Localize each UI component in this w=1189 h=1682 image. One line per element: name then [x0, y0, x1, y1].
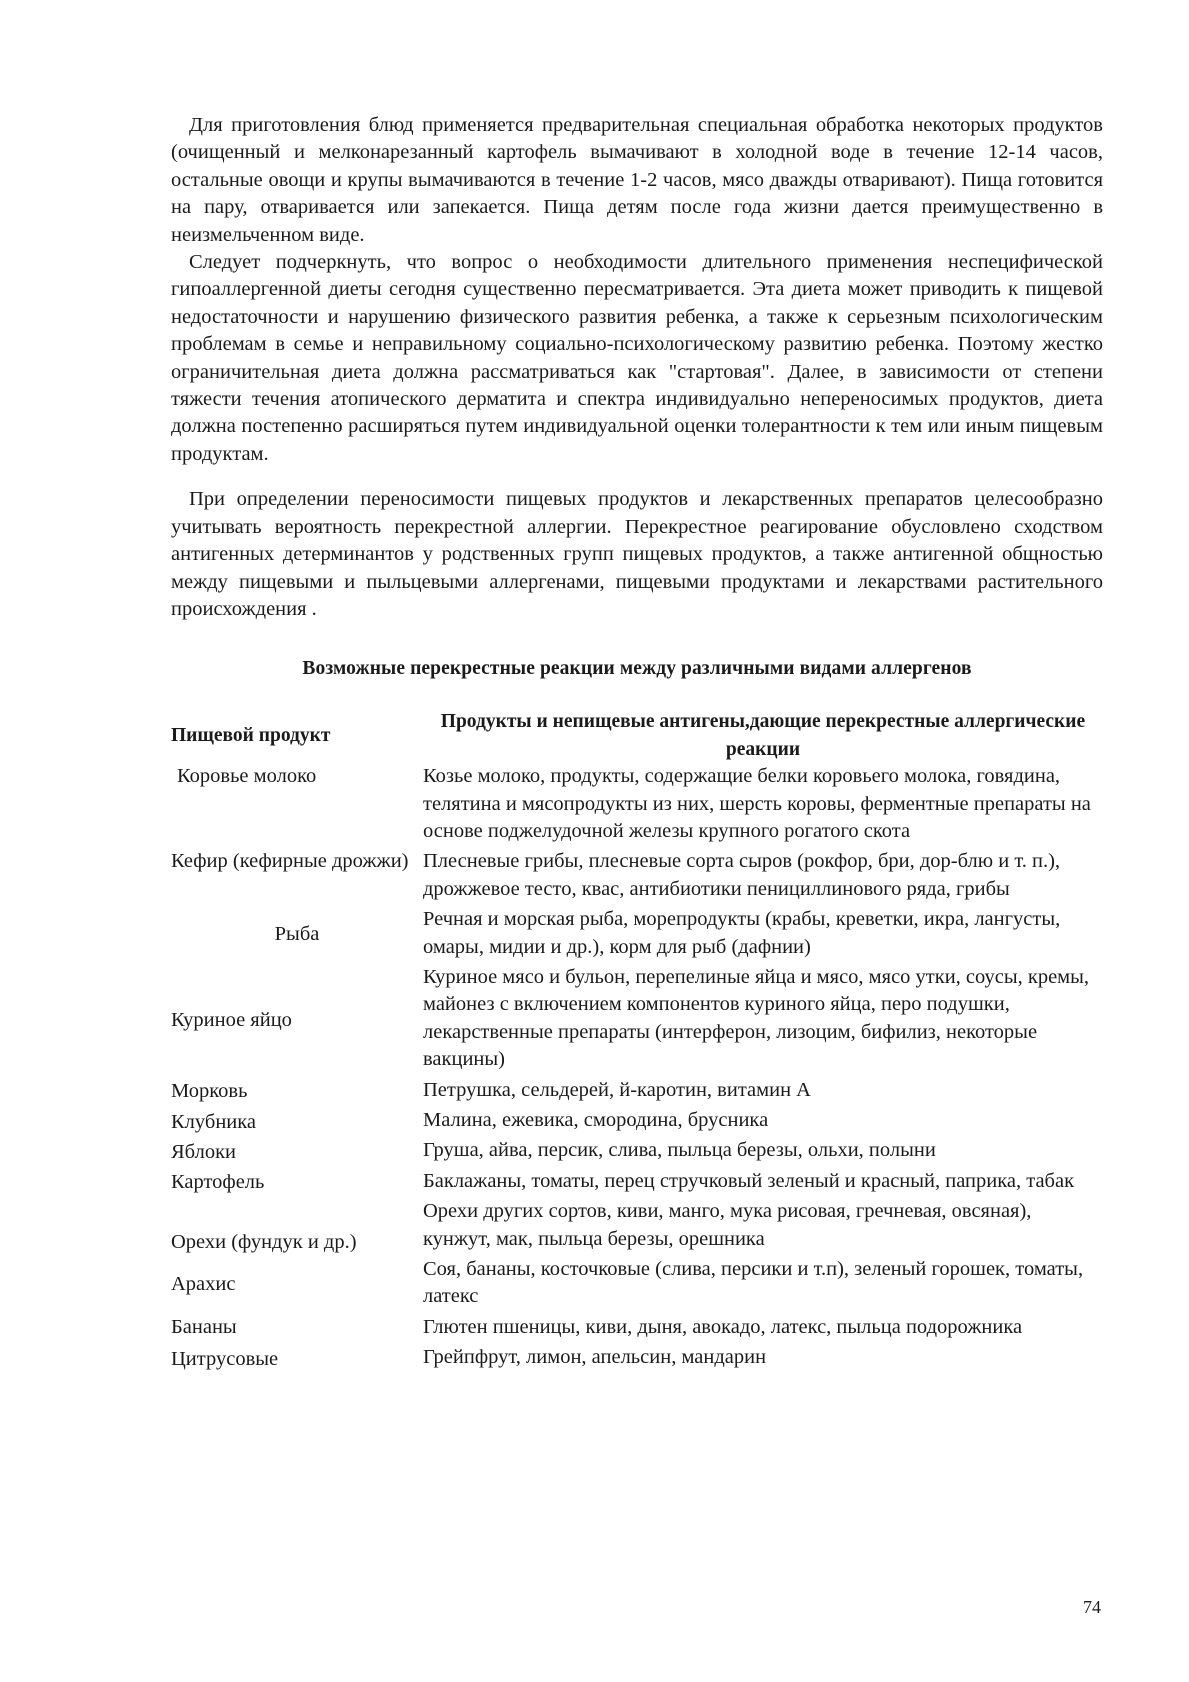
- food-cell: Морковь: [171, 1080, 248, 1103]
- table-caption: Возможные перекрестные реакции между различными видами аллергенов: [302, 658, 972, 680]
- reaction-cell: Малина, ежевика, смородина, брусника: [423, 1109, 769, 1131]
- page-content: [171, 112, 1103, 1375]
- page-number: 74: [1083, 1597, 1101, 1617]
- reaction-cell: Соя, бананы, косточковые (слива, персики и т.п), зеленый горошек, томаты, латекс: [423, 1258, 1084, 1308]
- table-row: [171, 1256, 1103, 1314]
- reaction-cell: Козье молоко, продукты, содержащие белки коровьего молока, говядина, телятина и мясопродукты из них, шерсть коровы, ферментные препараты на основе поджелудочной железы крупного рогатого скота: [423, 765, 1091, 842]
- table-row: [171, 1077, 1103, 1107]
- header-food-product: Пищевой продукт: [171, 725, 331, 747]
- reaction-cell: Баклажаны, томаты, перец стручковый зеленый и красный, паприка, табак: [423, 1169, 1075, 1192]
- table-header-row: [171, 708, 1103, 763]
- reaction-cell: Орехи других сортов, киви, манго, мука рисовая, гречневая, овсяная), кунжут, мак, пыльца березы, орешника: [423, 1200, 1032, 1250]
- food-cell: Кефир (кефирные дрожжи): [171, 850, 409, 873]
- food-cell: Клубника: [171, 1110, 257, 1133]
- food-cell: Картофель: [171, 1171, 265, 1194]
- table-row: [171, 964, 1103, 1077]
- reaction-cell: Глютен пшеницы, киви, дыня, авокадо, латекс, пыльца подорожника: [423, 1315, 1023, 1338]
- table-row: [171, 848, 1103, 906]
- paragraph-1: Для приготовления блюд применяется предварительная специальная обработка некоторых продуктов (очищенный и мелконарезанный картофель вымачивают в холодной воде в течение 12-14 часов, остальные овощи и крупы вымачиваются в течение 1-2 часов, мясо дважды отваривают). Пища готовится на пару, отваривается или запекается. Пища детям после года жизни дается преимущественно в неизмельченном виде.: [171, 114, 1103, 246]
- header-cross-antigens: Продукты и непищевые антигены,дающие перекрестные аллергические реакции: [440, 711, 1086, 760]
- food-cell: Куриное яйцо: [171, 1008, 292, 1031]
- reaction-cell: Грейпфрут, лимон, апельсин, мандарин: [423, 1346, 767, 1369]
- table-row: [171, 1198, 1103, 1256]
- table-row: [171, 763, 1103, 848]
- table-row: [171, 1107, 1103, 1137]
- food-cell: Яблоки: [171, 1140, 237, 1163]
- food-cell: Орехи (фундук и др.): [171, 1230, 357, 1253]
- paragraph-gap: [171, 468, 1103, 486]
- paragraph-2: Следует подчеркнуть, что вопрос о необходимости длительного применения неспецифической гипоаллергенной диеты сегодня существенно пересматривается. Эта диета может приводить к пищевой недостаточности и нарушению физического развития ребенка, а также к серьезным психологическим проблемам в семье и неправильному социально-психологическому развитию ребенка. Поэтому жестко ограничительная диета должна рассматриваться как "стартовая". Далее, в зависимости от степени тяжести течения атопического дерматита и спектра индивидуально непереносимых продуктов, диета должна постепенно расширяться путем индивидуальной оценки толерантности к тем или иным пищевым продуктам.: [171, 251, 1103, 465]
- table-row: [171, 906, 1103, 964]
- reaction-cell: Плесневые грибы, плесневые сорта сыров (рокфор, бри, дор-блю и т. п.), дрожжевое тесто, квас, антибиотики пенициллинового ряда, грибы: [423, 850, 1061, 900]
- table-row: [171, 1168, 1103, 1198]
- reaction-cell: Груша, айва, персик, слива, пыльца березы, ольхи, полыни: [423, 1139, 936, 1162]
- paragraph-3: При определении переносимости пищевых продуктов и лекарственных препаратов целесообразно учитывать вероятность перекрестной аллергии. Перекрестное реагирование обусловлено сходством антигенных детерминантов у родственных групп пищевых продуктов, а также антигенной общностью между пищевыми и пыльцевыми аллергенами, пищевыми продуктами и лекарствами растительного происхождения .: [171, 488, 1103, 620]
- food-cell: Рыба: [274, 923, 320, 946]
- food-cell: Коровье молоко: [177, 765, 317, 788]
- table-row: [171, 1314, 1103, 1344]
- table-row: [171, 1137, 1103, 1167]
- reaction-cell: Речная и морская рыба, морепродукты (крабы, креветки, икра, лангусты, омары, мидии и др.), корм для рыб (дафнии): [423, 908, 1061, 958]
- cross-reactions-table: [171, 708, 1103, 1374]
- food-cell: Арахис: [171, 1273, 236, 1296]
- food-cell: Цитрусовые: [171, 1347, 279, 1370]
- reaction-cell: Куриное мясо и бульон, перепелиные яйца и мясо, мясо утки, соусы, кремы, майонез с включением компонентов куриного яйца, перо подушки, лекарственные препараты (интерферон, лизоцим, бифилиз, некоторые вакцины): [423, 965, 1090, 1071]
- food-cell: Бананы: [171, 1315, 237, 1338]
- reaction-cell: Петрушка, сельдерей, й-каротин, витамин А: [423, 1078, 811, 1101]
- table-row: [171, 1344, 1103, 1374]
